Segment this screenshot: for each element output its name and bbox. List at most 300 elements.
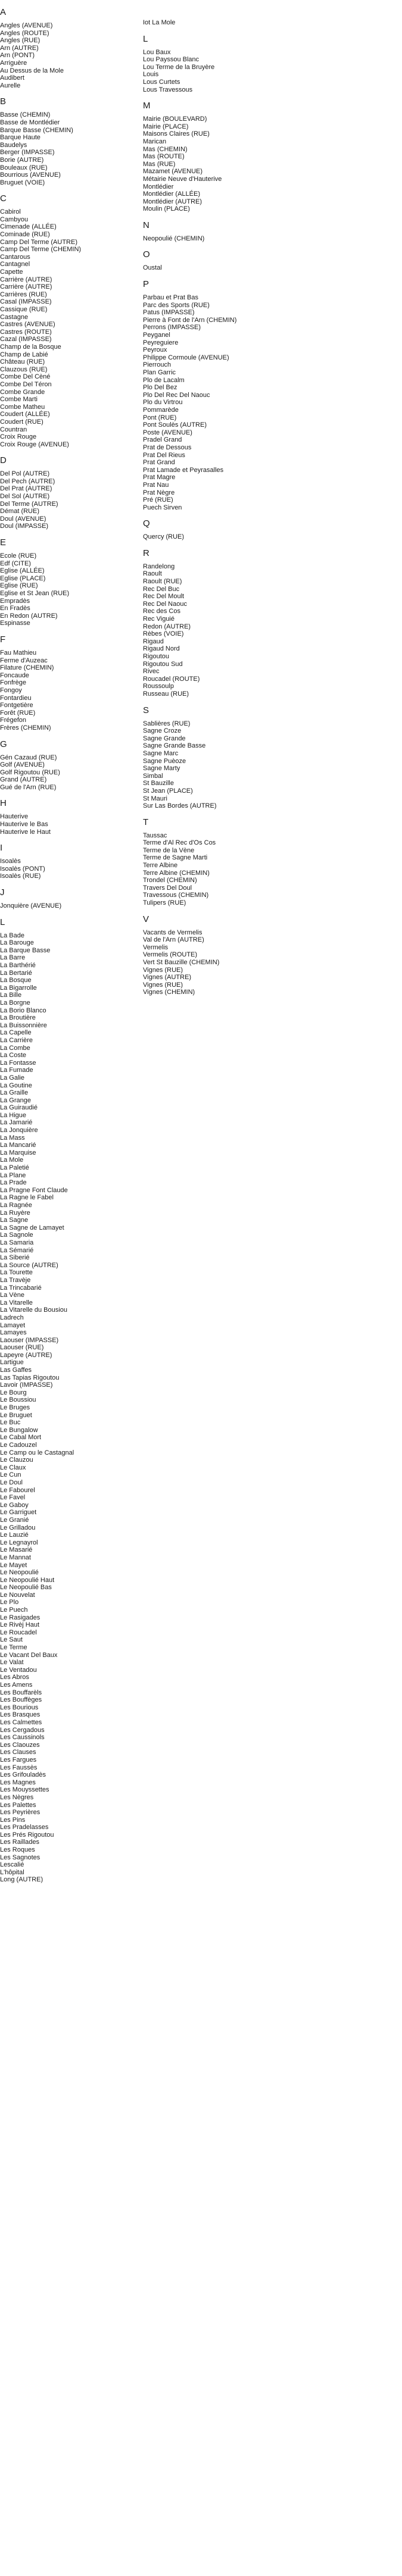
street-link[interactable]: Roucadel (ROUTE): [143, 675, 200, 683]
street-link[interactable]: Terre Albine: [143, 862, 178, 870]
street-link[interactable]: Les Caussinols: [0, 1734, 45, 1742]
street-link[interactable]: La Bade: [0, 931, 24, 939]
street-link[interactable]: Les Brasques: [0, 1711, 40, 1719]
street-link[interactable]: Sur Las Bordes (AUTRE): [143, 802, 217, 810]
street-link[interactable]: Métairie Neuve d'Hauterive: [143, 175, 222, 183]
street-link[interactable]: La Higue: [0, 1111, 27, 1119]
street-link[interactable]: Prat Lamade et Peyrasalles: [143, 466, 224, 474]
street-link[interactable]: Foncaude: [0, 671, 29, 679]
street-link[interactable]: Louis: [143, 71, 159, 79]
street-link[interactable]: Lou Terme de la Bruyère: [143, 63, 215, 71]
street-link[interactable]: La Prade: [0, 1179, 27, 1187]
street-link[interactable]: Les Bouffèges: [0, 1696, 42, 1704]
street-link[interactable]: La Bosque: [0, 977, 32, 984]
street-link[interactable]: Golf Rigoutou (RUE): [0, 768, 60, 776]
street-link[interactable]: La Marquise: [0, 1149, 36, 1156]
street-link[interactable]: Le Cadouzel: [0, 1442, 37, 1449]
street-link[interactable]: Le Terme: [0, 1644, 27, 1652]
street-link[interactable]: La Siberié: [0, 1254, 30, 1262]
street-link[interactable]: Cassique (RUE): [0, 306, 48, 313]
street-link[interactable]: Cabirol: [0, 208, 21, 216]
street-link[interactable]: Redon (AUTRE): [143, 623, 191, 630]
street-link[interactable]: Vignes (CHEMIN): [143, 989, 195, 996]
street-link[interactable]: Carrière (AUTRE): [0, 276, 52, 283]
street-link[interactable]: Del Sol (AUTRE): [0, 493, 50, 501]
street-link[interactable]: Vacants de Vermelis: [143, 929, 202, 936]
street-link[interactable]: Croix Rouge (AVENUE): [0, 440, 69, 448]
street-link[interactable]: Mas (CHEMIN): [143, 145, 188, 153]
street-link[interactable]: La Galie: [0, 1074, 24, 1081]
street-link[interactable]: Del Pol (AUTRE): [0, 470, 50, 478]
street-link[interactable]: Les Calmettes: [0, 1718, 42, 1726]
street-link[interactable]: Fontgetière: [0, 702, 33, 709]
street-link[interactable]: Del Prat (AUTRE): [0, 485, 52, 493]
street-link[interactable]: La Barouge: [0, 939, 34, 947]
street-link[interactable]: Cambyou: [0, 215, 29, 223]
street-link[interactable]: La Barque Basse: [0, 946, 51, 954]
street-link[interactable]: La Vitarelle du Bousiou: [0, 1306, 67, 1314]
street-link[interactable]: Les Pradelasses: [0, 1824, 49, 1831]
street-link[interactable]: Borie (AUTRE): [0, 156, 44, 164]
street-link[interactable]: Poste (AVENUE): [143, 429, 192, 436]
street-link[interactable]: Le Plo: [0, 1599, 19, 1606]
street-link[interactable]: Le Valat: [0, 1659, 24, 1667]
street-link[interactable]: La Combe: [0, 1044, 30, 1052]
street-link[interactable]: Combe Matheu: [0, 403, 45, 411]
street-link[interactable]: Les Bouffarèls: [0, 1689, 42, 1696]
street-link[interactable]: Espinasse: [0, 620, 30, 627]
street-link[interactable]: Cantagnel: [0, 261, 30, 268]
street-link[interactable]: Raoult (RUE): [143, 578, 182, 586]
street-link[interactable]: Plo de Lacalm: [143, 376, 185, 384]
street-link[interactable]: Rec Del Buc: [143, 585, 180, 593]
street-link[interactable]: Las Tapias Rigoutou: [0, 1374, 60, 1381]
street-link[interactable]: Lous Curtets: [143, 78, 180, 86]
street-link[interactable]: Mairie (BOULEVARD): [143, 115, 207, 123]
street-link[interactable]: Le Saut: [0, 1636, 23, 1644]
street-link[interactable]: Moulin (PLACE): [143, 205, 190, 213]
street-link[interactable]: Les Pins: [0, 1816, 26, 1824]
street-link[interactable]: Perrons (IMPASSE): [143, 324, 201, 332]
street-link[interactable]: Terme de la Vène: [143, 846, 195, 854]
street-link[interactable]: Les Peyrières: [0, 1809, 40, 1817]
street-link[interactable]: Arriguère: [0, 59, 27, 67]
street-link[interactable]: Pommarède: [143, 406, 179, 414]
street-link[interactable]: Le Bourg: [0, 1389, 27, 1396]
street-link[interactable]: En Redon (AUTRE): [0, 612, 58, 620]
street-link[interactable]: Montlédier (AUTRE): [143, 198, 202, 205]
street-link[interactable]: Lartigue: [0, 1359, 24, 1367]
street-link[interactable]: La Grange: [0, 1096, 31, 1104]
street-link[interactable]: Rec Viguié: [143, 615, 174, 623]
street-link[interactable]: Jonquière (AVENUE): [0, 902, 62, 910]
street-link[interactable]: Carrière (AUTRE): [0, 283, 52, 291]
street-link[interactable]: Mazamet (AVENUE): [143, 168, 203, 176]
street-link[interactable]: Prat Nau: [143, 481, 169, 489]
street-link[interactable]: La Carrière: [0, 1036, 33, 1044]
street-link[interactable]: Champ de la Bosque: [0, 343, 61, 351]
street-link[interactable]: La Fumade: [0, 1067, 33, 1074]
street-link[interactable]: La Barthérié: [0, 962, 36, 969]
street-link[interactable]: Rec Del Naouc: [143, 600, 187, 608]
street-link[interactable]: Iot La Mole: [143, 19, 176, 26]
street-link[interactable]: Gué de l'Arn (RUE): [0, 783, 57, 791]
street-link[interactable]: La Guiraudié: [0, 1104, 38, 1112]
street-link[interactable]: Peyganel: [143, 332, 170, 339]
street-link[interactable]: Lou Baux: [143, 48, 171, 56]
street-link[interactable]: Eglise (PLACE): [0, 574, 46, 582]
street-link[interactable]: Simbal: [143, 772, 163, 780]
street-link[interactable]: St Mauri: [143, 795, 167, 802]
street-link[interactable]: Cimenade (ALLÉE): [0, 223, 57, 231]
street-link[interactable]: Gén Cazaud (RUE): [0, 754, 57, 761]
street-link[interactable]: Rèbes (VOIE): [143, 630, 184, 638]
street-link[interactable]: Ladrech: [0, 1314, 24, 1321]
street-link[interactable]: Lamayet: [0, 1321, 26, 1329]
street-link[interactable]: La Coste: [0, 1052, 27, 1059]
street-link[interactable]: Les Magnes: [0, 1778, 36, 1786]
street-link[interactable]: Le Bungalow: [0, 1426, 38, 1434]
street-link[interactable]: La Travèje: [0, 1276, 31, 1284]
street-link[interactable]: Mas (RUE): [143, 160, 176, 168]
street-link[interactable]: L'hôpital: [0, 1868, 24, 1876]
street-link[interactable]: Vignes (AUTRE): [143, 974, 192, 981]
street-link[interactable]: Le Nouvelat: [0, 1591, 35, 1599]
street-link[interactable]: Les Raillades: [0, 1839, 40, 1846]
street-link[interactable]: Basse (CHEMIN): [0, 111, 51, 119]
street-link[interactable]: Terme de Sagne Marti: [143, 854, 208, 862]
street-link[interactable]: La Borio Blanco: [0, 1006, 46, 1014]
street-link[interactable]: Prat de Dessous: [143, 443, 192, 451]
street-link[interactable]: Le Cabal Mort: [0, 1434, 42, 1442]
street-link[interactable]: Hauterive le Haut: [0, 828, 51, 836]
street-link[interactable]: Cazal (IMPASSE): [0, 336, 52, 343]
street-link[interactable]: Forêt (RUE): [0, 709, 36, 717]
street-link[interactable]: La Ruyère: [0, 1209, 30, 1217]
street-link[interactable]: Le Favel: [0, 1494, 26, 1502]
street-link[interactable]: St Jean (PLACE): [143, 787, 193, 795]
street-link[interactable]: Mairie (PLACE): [143, 123, 189, 130]
street-link[interactable]: Le Boussiou: [0, 1396, 36, 1404]
street-link[interactable]: Countran: [0, 426, 27, 433]
street-link[interactable]: Combe Marti: [0, 396, 38, 404]
street-link[interactable]: Castres (ROUTE): [0, 328, 52, 336]
street-link[interactable]: Terre Albine (CHEMIN): [143, 869, 210, 877]
street-link[interactable]: Ferme d'Auzeac: [0, 656, 48, 664]
street-link[interactable]: Patus (IMPASSE): [143, 309, 195, 317]
street-link[interactable]: Russeau (RUE): [143, 690, 189, 698]
street-link[interactable]: Carrières (RUE): [0, 290, 47, 298]
street-link[interactable]: Prat Grand: [143, 459, 175, 467]
street-link[interactable]: Les Fargues: [0, 1756, 37, 1764]
street-link[interactable]: Le Neopoulié: [0, 1569, 39, 1577]
street-link[interactable]: Laouser (IMPASSE): [0, 1336, 59, 1344]
street-link[interactable]: Neopoulié (CHEMIN): [143, 235, 205, 242]
street-link[interactable]: Edf (CITE): [0, 559, 31, 567]
street-link[interactable]: Oustal: [143, 264, 162, 272]
street-link[interactable]: Casal (IMPASSE): [0, 298, 52, 306]
street-link[interactable]: Le Gaboy: [0, 1501, 29, 1509]
street-link[interactable]: Isoalès (PONT): [0, 865, 45, 873]
street-link[interactable]: Vert St Bauzille (CHEMIN): [143, 959, 220, 966]
street-link[interactable]: Vermelis: [143, 943, 169, 951]
street-link[interactable]: Le Vacant Del Baux: [0, 1651, 58, 1659]
street-link[interactable]: Pierre à Font de l'Arn (CHEMIN): [143, 316, 237, 324]
street-link[interactable]: La Sagne: [0, 1217, 29, 1224]
street-link[interactable]: Plo Del Bez: [143, 384, 177, 392]
street-link[interactable]: Les Bourious: [0, 1703, 39, 1711]
street-link[interactable]: Lescalié: [0, 1861, 24, 1869]
street-link[interactable]: Le Claux: [0, 1464, 26, 1471]
street-link[interactable]: La Sagnole: [0, 1231, 33, 1239]
street-link[interactable]: Sagne Marty: [143, 765, 180, 773]
street-link[interactable]: Pierrouch: [143, 361, 172, 369]
street-link[interactable]: Lapeyre (AUTRE): [0, 1351, 52, 1359]
street-link[interactable]: Plo Del Rec Del Naouc: [143, 391, 210, 399]
street-link[interactable]: Camp Del Terme (AUTRE): [0, 238, 77, 246]
street-link[interactable]: Le Rasigades: [0, 1614, 40, 1621]
street-link[interactable]: Doul (IMPASSE): [0, 523, 49, 530]
street-link[interactable]: Randelong: [143, 562, 175, 570]
street-link[interactable]: Rec des Cos: [143, 608, 180, 615]
street-link[interactable]: Le Ventadou: [0, 1666, 37, 1674]
street-link[interactable]: Le Camp ou le Castagnal: [0, 1449, 74, 1456]
street-link[interactable]: Trondel (CHEMIN): [143, 877, 197, 884]
street-link[interactable]: Croix Rouge: [0, 433, 37, 441]
street-link[interactable]: Castagne: [0, 313, 29, 321]
street-link[interactable]: Sagne Puèoze: [143, 757, 186, 765]
street-link[interactable]: Le Grilladou: [0, 1524, 36, 1531]
street-link[interactable]: Le Granié: [0, 1516, 29, 1524]
street-link[interactable]: Barque Haute: [0, 134, 40, 142]
street-link[interactable]: La Source (AUTRE): [0, 1261, 58, 1269]
street-link[interactable]: Les Grifouladès: [0, 1771, 46, 1779]
street-link[interactable]: Capette: [0, 268, 23, 276]
street-link[interactable]: Pradel Grand: [143, 436, 182, 444]
street-link[interactable]: Montlédier: [143, 183, 174, 190]
street-link[interactable]: La Trincabarié: [0, 1284, 42, 1292]
street-link[interactable]: Grand (AUTRE): [0, 776, 47, 784]
street-link[interactable]: Sagne Grande: [143, 734, 186, 742]
street-link[interactable]: En Fradès: [0, 605, 30, 612]
street-link[interactable]: La Barre: [0, 954, 26, 962]
street-link[interactable]: Vermelis (ROUTE): [143, 951, 198, 959]
street-link[interactable]: La Broutière: [0, 1014, 36, 1022]
street-link[interactable]: Camp Del Terme (CHEMIN): [0, 246, 82, 254]
street-link[interactable]: La Bigarrolle: [0, 984, 37, 992]
street-link[interactable]: Au Dessus de la Mole: [0, 67, 64, 74]
street-link[interactable]: Marican: [143, 137, 167, 145]
street-link[interactable]: Eglise (RUE): [0, 582, 38, 590]
street-link[interactable]: Pont Soulès (AUTRE): [143, 421, 207, 429]
street-link[interactable]: Angles (ROUTE): [0, 29, 49, 37]
street-link[interactable]: Le Buc: [0, 1419, 21, 1427]
street-link[interactable]: Sablières (RUE): [143, 720, 191, 727]
street-link[interactable]: Le Legnayrol: [0, 1539, 38, 1546]
street-link[interactable]: Sagne Croze: [143, 727, 182, 735]
street-link[interactable]: La Jonquière: [0, 1127, 38, 1134]
street-link[interactable]: Plo du Virtrou: [143, 399, 183, 407]
street-link[interactable]: Terme d'Al Rec d'Os Cos: [143, 839, 216, 847]
street-link[interactable]: Castres (AVENUE): [0, 321, 55, 329]
street-link[interactable]: Coudert (RUE): [0, 418, 43, 426]
street-link[interactable]: Château (RUE): [0, 358, 45, 366]
street-link[interactable]: La Bille: [0, 992, 22, 999]
street-link[interactable]: Golf (AVENUE): [0, 761, 45, 769]
street-link[interactable]: Les Prés Rigoutou: [0, 1831, 54, 1839]
street-link[interactable]: Ecole (RUE): [0, 552, 37, 560]
street-link[interactable]: Del Pech (AUTRE): [0, 477, 55, 485]
street-link[interactable]: Les Roques: [0, 1846, 35, 1854]
street-link[interactable]: Bruguet (VOIE): [0, 179, 45, 186]
street-link[interactable]: Démat (RUE): [0, 508, 40, 515]
street-link[interactable]: Laouser (RUE): [0, 1344, 44, 1352]
street-link[interactable]: Les Faussès: [0, 1764, 38, 1771]
street-link[interactable]: Le Bruges: [0, 1404, 30, 1412]
street-link[interactable]: La Graille: [0, 1089, 29, 1097]
street-link[interactable]: Combe Del Cèné: [0, 373, 51, 381]
street-link[interactable]: Le Masarié: [0, 1546, 33, 1554]
street-link[interactable]: Rigoutou Sud: [143, 660, 183, 668]
street-link[interactable]: Pré (RUE): [143, 496, 173, 504]
street-link[interactable]: Rivec: [143, 668, 160, 676]
street-link[interactable]: Fonfrège: [0, 679, 27, 687]
street-link[interactable]: Mas (ROUTE): [143, 153, 185, 161]
street-link[interactable]: Maisons Claires (RUE): [143, 130, 210, 138]
street-link[interactable]: Isoalès: [0, 858, 21, 865]
street-link[interactable]: Les Abros: [0, 1674, 29, 1681]
street-link[interactable]: La Borgne: [0, 999, 30, 1006]
street-link[interactable]: Filature (CHEMIN): [0, 664, 54, 672]
street-link[interactable]: Rigoutou: [143, 653, 170, 660]
street-link[interactable]: Le Puech: [0, 1606, 28, 1614]
street-link[interactable]: St Bauzille: [143, 780, 174, 787]
street-link[interactable]: Tulipers (RUE): [143, 899, 186, 907]
street-link[interactable]: Lavoir (IMPASSE): [0, 1381, 53, 1389]
street-link[interactable]: Les Cergadous: [0, 1726, 45, 1734]
street-link[interactable]: Le Cun: [0, 1471, 21, 1479]
street-link[interactable]: La Capelle: [0, 1029, 32, 1037]
street-link[interactable]: Las Gaffes: [0, 1367, 32, 1374]
street-link[interactable]: Parbau et Prat Bas: [143, 294, 198, 302]
street-link[interactable]: Le Roucadel: [0, 1628, 37, 1636]
street-link[interactable]: La Mancarié: [0, 1142, 36, 1149]
street-link[interactable]: Hauterive: [0, 813, 29, 821]
street-link[interactable]: Les Palettes: [0, 1801, 36, 1809]
street-link[interactable]: Lamayes: [0, 1329, 27, 1337]
street-link[interactable]: Le Doul: [0, 1478, 23, 1486]
street-link[interactable]: Eglise (ALLÉE): [0, 567, 45, 575]
street-link[interactable]: La Ragnée: [0, 1202, 32, 1209]
street-link[interactable]: Les Nègres: [0, 1793, 34, 1801]
street-link[interactable]: Le Neopoulié Bas: [0, 1584, 52, 1592]
street-link[interactable]: Angles (RUE): [0, 37, 40, 45]
street-link[interactable]: La Paletié: [0, 1164, 29, 1172]
street-link[interactable]: La Jamarié: [0, 1119, 33, 1127]
street-link[interactable]: Bourrious (AVENUE): [0, 171, 61, 179]
street-link[interactable]: Sagne Grande Basse: [143, 742, 206, 750]
street-link[interactable]: La Buissonnière: [0, 1021, 47, 1029]
street-link[interactable]: Quercy (RUE): [143, 533, 185, 541]
street-link[interactable]: Le Fabourel: [0, 1486, 35, 1494]
street-link[interactable]: Rigaud: [143, 637, 164, 645]
street-link[interactable]: Frégefon: [0, 717, 27, 724]
street-link[interactable]: Les Sagnotes: [0, 1853, 40, 1861]
street-link[interactable]: Prat Magre: [143, 474, 176, 482]
street-link[interactable]: Vignes (RUE): [143, 966, 183, 974]
street-link[interactable]: Arn (AUTRE): [0, 44, 39, 52]
street-link[interactable]: La Fontasse: [0, 1059, 36, 1067]
street-link[interactable]: Montlédier (ALLÉE): [143, 190, 200, 198]
street-link[interactable]: Fau Mathieu: [0, 649, 37, 656]
street-link[interactable]: Puech Sirven: [143, 504, 182, 511]
street-link[interactable]: Parc des Sports (RUE): [143, 301, 210, 309]
street-link[interactable]: Le Bruguet: [0, 1411, 32, 1419]
street-link[interactable]: Coudert (ALLÉE): [0, 411, 50, 418]
street-link[interactable]: La Goutine: [0, 1081, 32, 1089]
street-link[interactable]: Travessous (CHEMIN): [143, 892, 209, 899]
street-link[interactable]: Les Clauses: [0, 1749, 36, 1756]
street-link[interactable]: Champ de Labié: [0, 351, 48, 358]
street-link[interactable]: Frères (CHEMIN): [0, 724, 51, 731]
street-link[interactable]: Le Clauzou: [0, 1456, 33, 1464]
street-link[interactable]: Barque Basse (CHEMIN): [0, 126, 73, 134]
street-link[interactable]: La Plane: [0, 1171, 26, 1179]
street-link[interactable]: Combe Del Téron: [0, 380, 52, 388]
street-link[interactable]: Arn (PONT): [0, 52, 35, 60]
street-link[interactable]: Le Neopoulié Haut: [0, 1576, 55, 1584]
street-link[interactable]: Cantarous: [0, 253, 30, 261]
street-link[interactable]: Fontardieu: [0, 694, 32, 702]
street-link[interactable]: Roussoulp: [143, 683, 174, 690]
street-link[interactable]: La Bertarié: [0, 969, 32, 977]
street-link[interactable]: Raoult: [143, 570, 162, 578]
street-link[interactable]: Prat Del Rieus: [143, 451, 185, 459]
street-link[interactable]: Vignes (RUE): [143, 981, 183, 989]
street-link[interactable]: Les Mouyssettes: [0, 1786, 49, 1794]
street-link[interactable]: Le Garriguet: [0, 1509, 37, 1517]
street-link[interactable]: Sagne Marc: [143, 749, 179, 757]
street-link[interactable]: La Vitarelle: [0, 1299, 33, 1306]
street-link[interactable]: La Tourette: [0, 1269, 33, 1277]
street-link[interactable]: Prat Nègre: [143, 489, 175, 496]
street-link[interactable]: Isoalès (RUE): [0, 873, 41, 880]
street-link[interactable]: Hauterive le Bas: [0, 821, 48, 829]
street-link[interactable]: La Ragne le Fabel: [0, 1194, 54, 1202]
street-link[interactable]: Combe Grande: [0, 388, 45, 396]
street-link[interactable]: Audibert: [0, 74, 24, 82]
street-link[interactable]: Angles (AVENUE): [0, 22, 53, 29]
street-link[interactable]: Peyroux: [143, 346, 167, 354]
street-link[interactable]: Lou Payssou Blanc: [143, 56, 200, 64]
street-link[interactable]: La Pragne Font Claude: [0, 1186, 68, 1194]
street-link[interactable]: Travers Del Doul: [143, 884, 192, 892]
street-link[interactable]: Del Terme (AUTRE): [0, 500, 58, 508]
street-link[interactable]: Rec Del Moult: [143, 593, 185, 601]
street-link[interactable]: La Samaria: [0, 1239, 34, 1246]
street-link[interactable]: Aurelle: [0, 82, 21, 89]
street-link[interactable]: Les Amens: [0, 1681, 33, 1689]
street-link[interactable]: Philippe Cormoule (AVENUE): [143, 354, 229, 361]
street-link[interactable]: La Sémarié: [0, 1246, 34, 1254]
street-link[interactable]: Val de l'Arn (AUTRE): [143, 936, 204, 944]
street-link[interactable]: Cominade (RUE): [0, 231, 50, 239]
street-link[interactable]: Doul (AVENUE): [0, 515, 46, 523]
street-link[interactable]: Fongoy: [0, 686, 22, 694]
street-link[interactable]: Empradès: [0, 597, 30, 605]
street-link[interactable]: Le Mannat: [0, 1553, 31, 1561]
street-link[interactable]: Bouleaux (RUE): [0, 164, 48, 171]
